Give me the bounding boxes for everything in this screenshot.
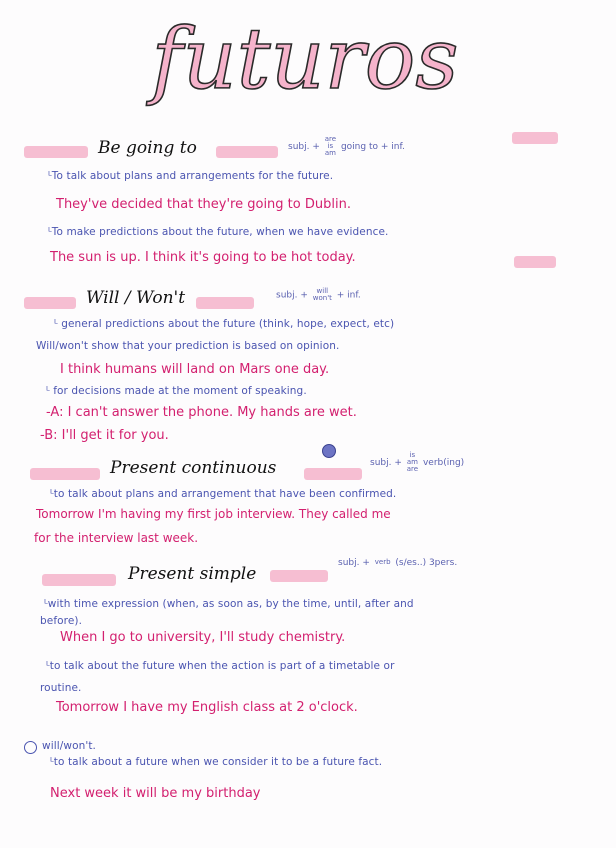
highlight-bar [196, 297, 254, 309]
highlight-bar [512, 132, 558, 144]
highlight-bar [42, 574, 116, 586]
heading-will-fact: will/won't. [42, 740, 96, 752]
example-sentence: When I go to university, I'll study chemistry. [60, 630, 346, 645]
formula-subject: subj. + [338, 558, 370, 568]
usage-line: ᴸTo make predictions about the future, when we have evidence. [48, 226, 389, 238]
usage-line: ᴸto talk about the future when the action is part of a timetable or [46, 660, 395, 672]
formula-present-simple [338, 558, 457, 568]
formula-rest: (s/es..) 3pers. [395, 558, 458, 568]
example-sentence: I think humans will land on Mars one day. [60, 362, 330, 377]
stack-item: won't [312, 294, 332, 302]
usage-line: ᴸto talk about a future when we consider it to be a future fact. [50, 756, 383, 768]
highlight-bar [24, 146, 88, 158]
title-lettering [70, 6, 540, 116]
usage-line: ᴸ general predictions about the future (think, hope, expect, etc) [54, 318, 395, 330]
highlight-bar [304, 468, 362, 480]
page-title [70, 6, 540, 116]
highlight-bar [270, 570, 328, 582]
heading-going-to: Be going to [98, 138, 197, 158]
usage-line: ᴸ for decisions made at the moment of speaking. [46, 385, 307, 397]
formula-stack [375, 559, 391, 566]
usage-line: ᴸwith time expression (when, as soon as, by the time, until, after and [44, 598, 414, 610]
stack-item: am [406, 458, 418, 466]
formula-will [276, 288, 361, 302]
highlight-bar [30, 468, 100, 480]
stack-item: are [324, 135, 337, 143]
example-sentence: for the interview last week. [34, 531, 199, 545]
stack-item: will [316, 287, 329, 295]
example-sentence: They've decided that they're going to Dublin. [56, 197, 351, 212]
bullet-dot-icon [322, 444, 336, 458]
formula-rest: verb(ing) [422, 458, 465, 468]
highlight-bar [24, 297, 76, 309]
formula-stack [325, 136, 336, 157]
formula-going-to [288, 136, 405, 157]
stack-item: verb [374, 558, 391, 566]
formula-present-continuous [370, 452, 464, 473]
formula-stack [313, 288, 332, 302]
example-sentence: Next week it will be my birthday [50, 786, 261, 801]
heading-present-simple: Present simple [128, 564, 257, 584]
example-sentence: Tomorrow I have my English class at 2 o'clock. [56, 700, 358, 715]
heading-will: Will / Won't [86, 288, 186, 308]
stack-item: are [406, 465, 419, 473]
usage-line: Will/won't show that your prediction is based on opinion. [36, 340, 340, 352]
dialog-line: -B: I'll get it for you. [40, 428, 169, 443]
bullet-circle-icon [24, 741, 37, 754]
example-sentence: Tomorrow I'm having my first job interview. They called me [36, 507, 391, 521]
formula-subject: subj. + [276, 290, 308, 301]
stack-item: am [324, 149, 336, 157]
highlight-bar [216, 146, 278, 158]
formula-subject: subj. + [370, 458, 402, 468]
highlight-bar [514, 256, 556, 268]
example-sentence: The sun is up. I think it's going to be hot today. [50, 250, 356, 265]
usage-line: ᴸto talk about plans and arrangement that have been confirmed. [50, 488, 397, 500]
formula-rest: going to + inf. [340, 142, 405, 152]
title-text: futuros [151, 10, 459, 108]
formula-subject: subj. + [288, 142, 320, 152]
usage-line: routine. [40, 682, 82, 694]
dialog-line: -A: I can't answer the phone. My hands are wet. [46, 405, 357, 420]
heading-present-continuous: Present continuous [110, 458, 277, 478]
stack-item: is [409, 451, 416, 459]
formula-stack [407, 452, 418, 473]
usage-line: ᴸTo talk about plans and arrangements for the future. [48, 170, 334, 182]
usage-line: before). [40, 615, 83, 627]
stack-item: is [327, 142, 334, 150]
formula-rest: + inf. [336, 290, 361, 301]
